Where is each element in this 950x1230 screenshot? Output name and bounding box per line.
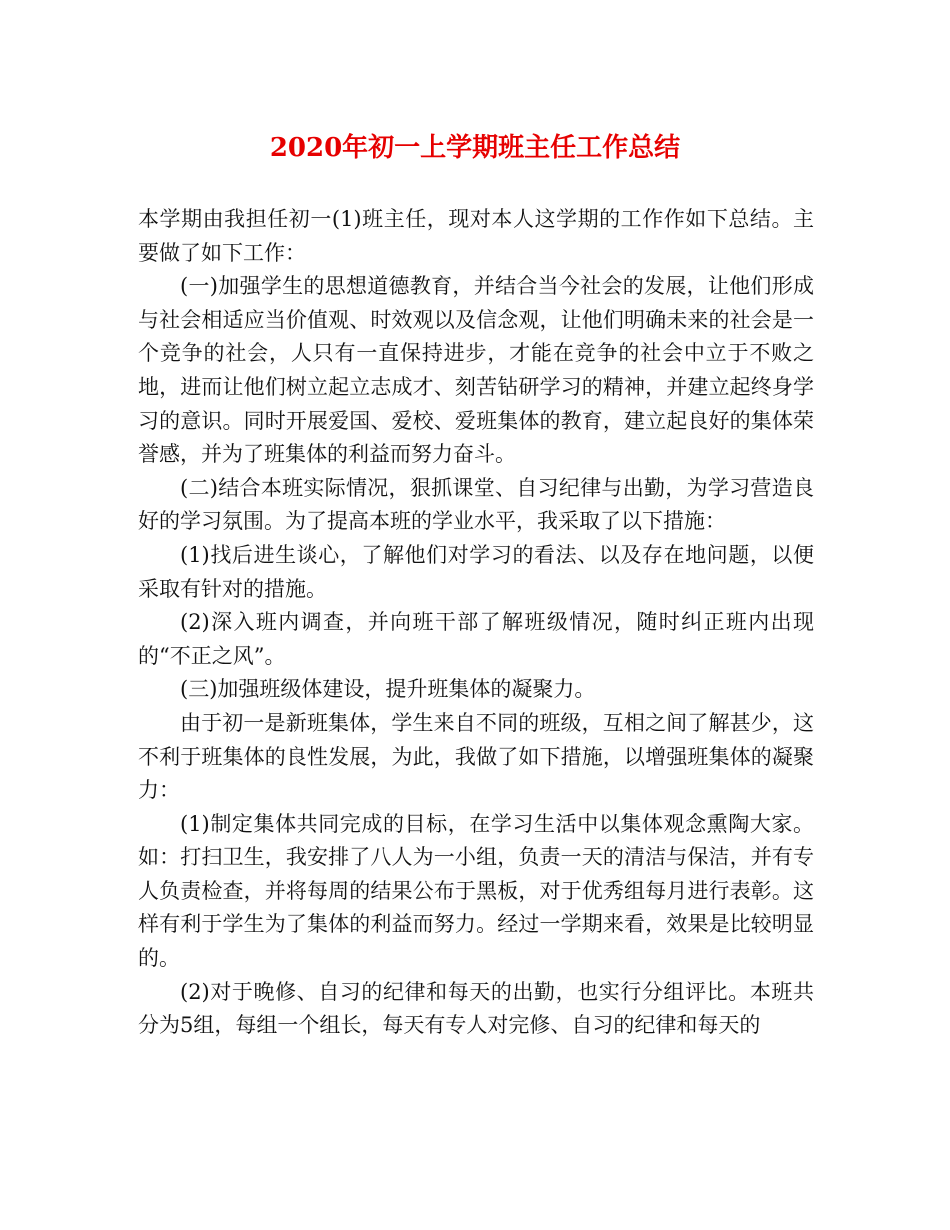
paragraph-measure-2: (2)深入班内调查，并向班干部了解班级情况，随时纠正班内出现的“不正之风”。 [138, 610, 814, 668]
paragraph-class-cohesion: (三)加强班级体建设，提升班集体的凝聚力。 [180, 677, 596, 702]
paragraph-measure-1: (1)找后进生谈心，了解他们对学习的看法、以及存在地问题，以便采取有针对的措施。 [138, 542, 814, 601]
paragraph-discipline: (二)结合本班实际情况，狠抓课堂、自习纪律与出勤，为学习营造良好的学习氛围。为了提高本班的学业水平，我采取了以下措施： [138, 475, 814, 534]
document-body [138, 203, 814, 1043]
paragraph-new-class: 由于初一是新班集体，学生来自不同的班级，互相之间了解甚少，这不利于班集体的良性发展，为此，我做了如下措施，以增强班集体的凝聚力： [138, 710, 814, 803]
paragraph-group-evaluation: (2)对于晚修、自习的纪律和每天的出勤，也实行分组评比。本班共分为5组，每组一个组长，每天有专人对完修、自习的纪律和每天的 [138, 979, 814, 1038]
paragraph-collective-goal: (1)制定集体共同完成的目标，在学习生活中以集体观念熏陶大家。如：打扫卫生，我安排了八人为一小组，负责一天的清洁与保洁，并有专人负责检查，并将每周的结果公布于黑板，对于优秀组每月进行表彰。这样有利于学生为了集体的利益而努力。经过一学期来看，效果是比较明显的。 [138, 811, 814, 971]
document-title: 2020年初一上学期班主任工作总结 [269, 133, 681, 163]
paragraph-moral-education: (一)加强学生的思想道德教育，并结合当今社会的发展，让他们形成与社会相适应当价值观、时效观以及信念观，让他们明确未来的社会是一个竞争的社会，人只有一直保持进步，才能在竞争的社会中立于不败之地，进而让他们树立起立志成才、刻苦钻研学习的精神，并建立起终身学习的意识。同时开展爱国、爱校、爱班集体的教育，建立起良好的集体荣誉感，并为了班集体的利益而努力奋斗。 [138, 274, 814, 467]
paragraph-intro: 本学期由我担任初一(1)班主任，现对本人这学期的工作作如下总结。主要做了如下工作： [138, 207, 814, 265]
